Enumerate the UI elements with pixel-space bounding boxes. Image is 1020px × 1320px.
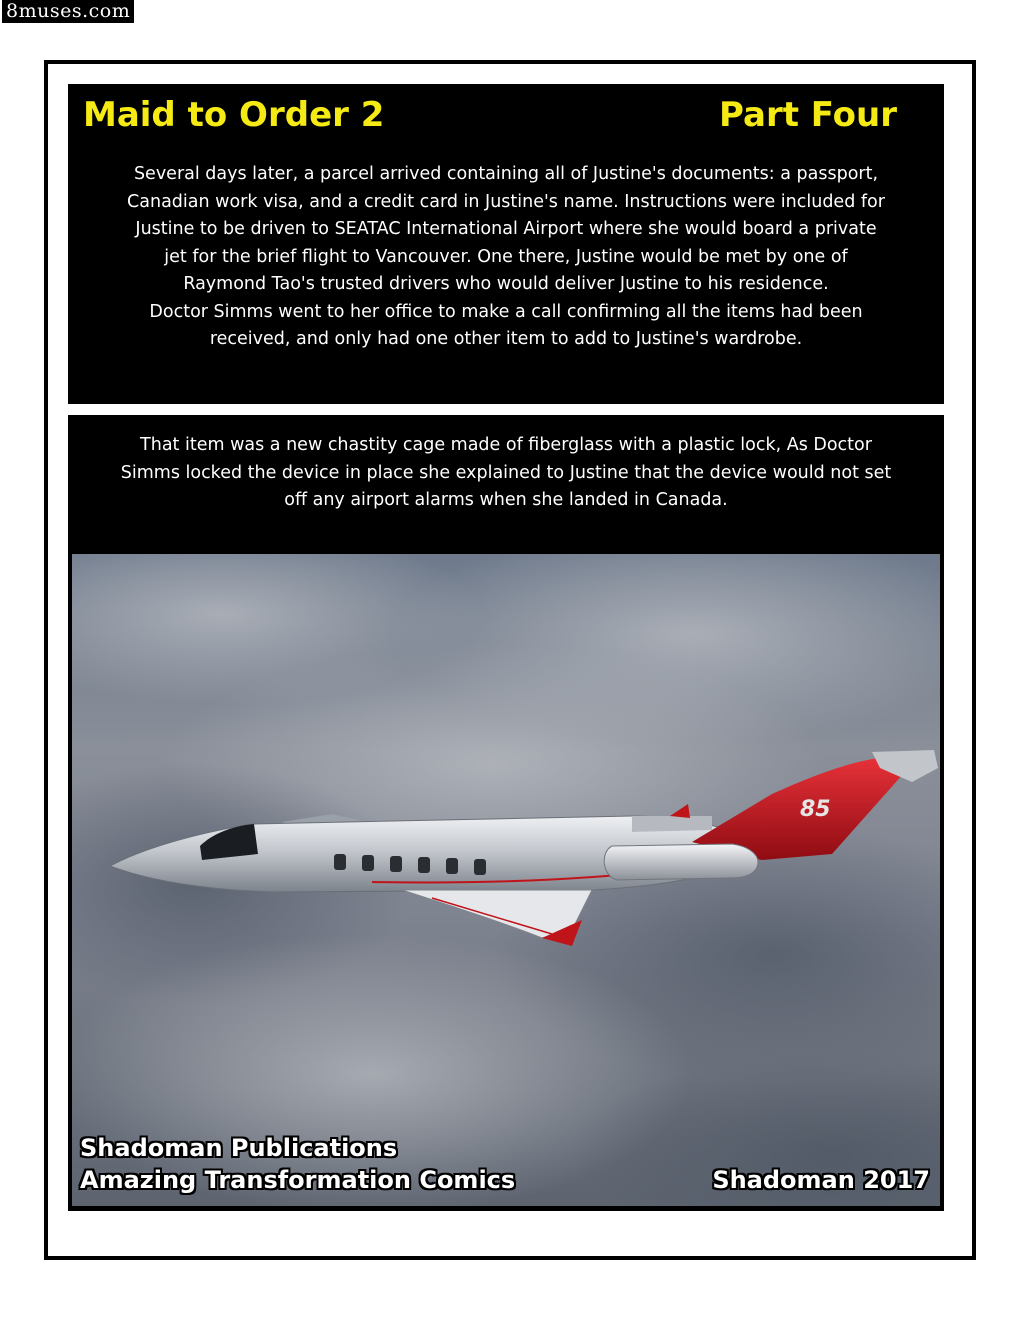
jet-artwork (72, 554, 940, 1206)
jet-engine (604, 844, 758, 880)
narration-line: Raymond Tao's trusted drivers who would deliver Justine to his residence. (183, 274, 829, 294)
narration-line: jet for the brief flight to Vancouver. One there, Justine would be met by one of (164, 246, 848, 267)
comic-panel-bottom (68, 415, 944, 1211)
publisher-credit: Shadoman Publications (80, 1134, 398, 1162)
narration-line: Several days later, a parcel arrived containing all of Justine's documents: a passport, (133, 164, 879, 184)
author-year-credit: Shadoman 2017 (712, 1166, 930, 1194)
part-label: Part Four (719, 95, 897, 135)
site-watermark: 8muses.com (2, 0, 134, 23)
series-credit: Amazing Transformation Comics (80, 1166, 516, 1194)
jet-scene (72, 554, 940, 1206)
narration-line: Simms locked the device in place she explained to Justine that the device would not set (120, 462, 892, 483)
narration-line: off any airport alarms when she landed in Canada. (284, 490, 728, 510)
caption-panel-top (68, 84, 944, 404)
narration-line: Doctor Simms went to her office to make a call confirming all the items had been (149, 301, 863, 322)
narration-line: Justine to be driven to SEATAC International Airport where she would board a private (135, 219, 877, 239)
narration-line: received, and only had one other item to add to Justine's wardrobe. (209, 329, 803, 349)
narration-block (87, 161, 925, 354)
narration-block (87, 432, 925, 515)
narration-line: That item was a new chastity cage made of fiberglass with a plastic lock, As Doctor (140, 435, 872, 455)
narration-line: Canadian work visa, and a credit card in Justine's name. Instructions were included for (127, 191, 885, 212)
comic-title: Maid to Order 2 (83, 95, 385, 135)
jet-engine-far (632, 816, 712, 832)
tail-number: 85 (800, 797, 831, 822)
